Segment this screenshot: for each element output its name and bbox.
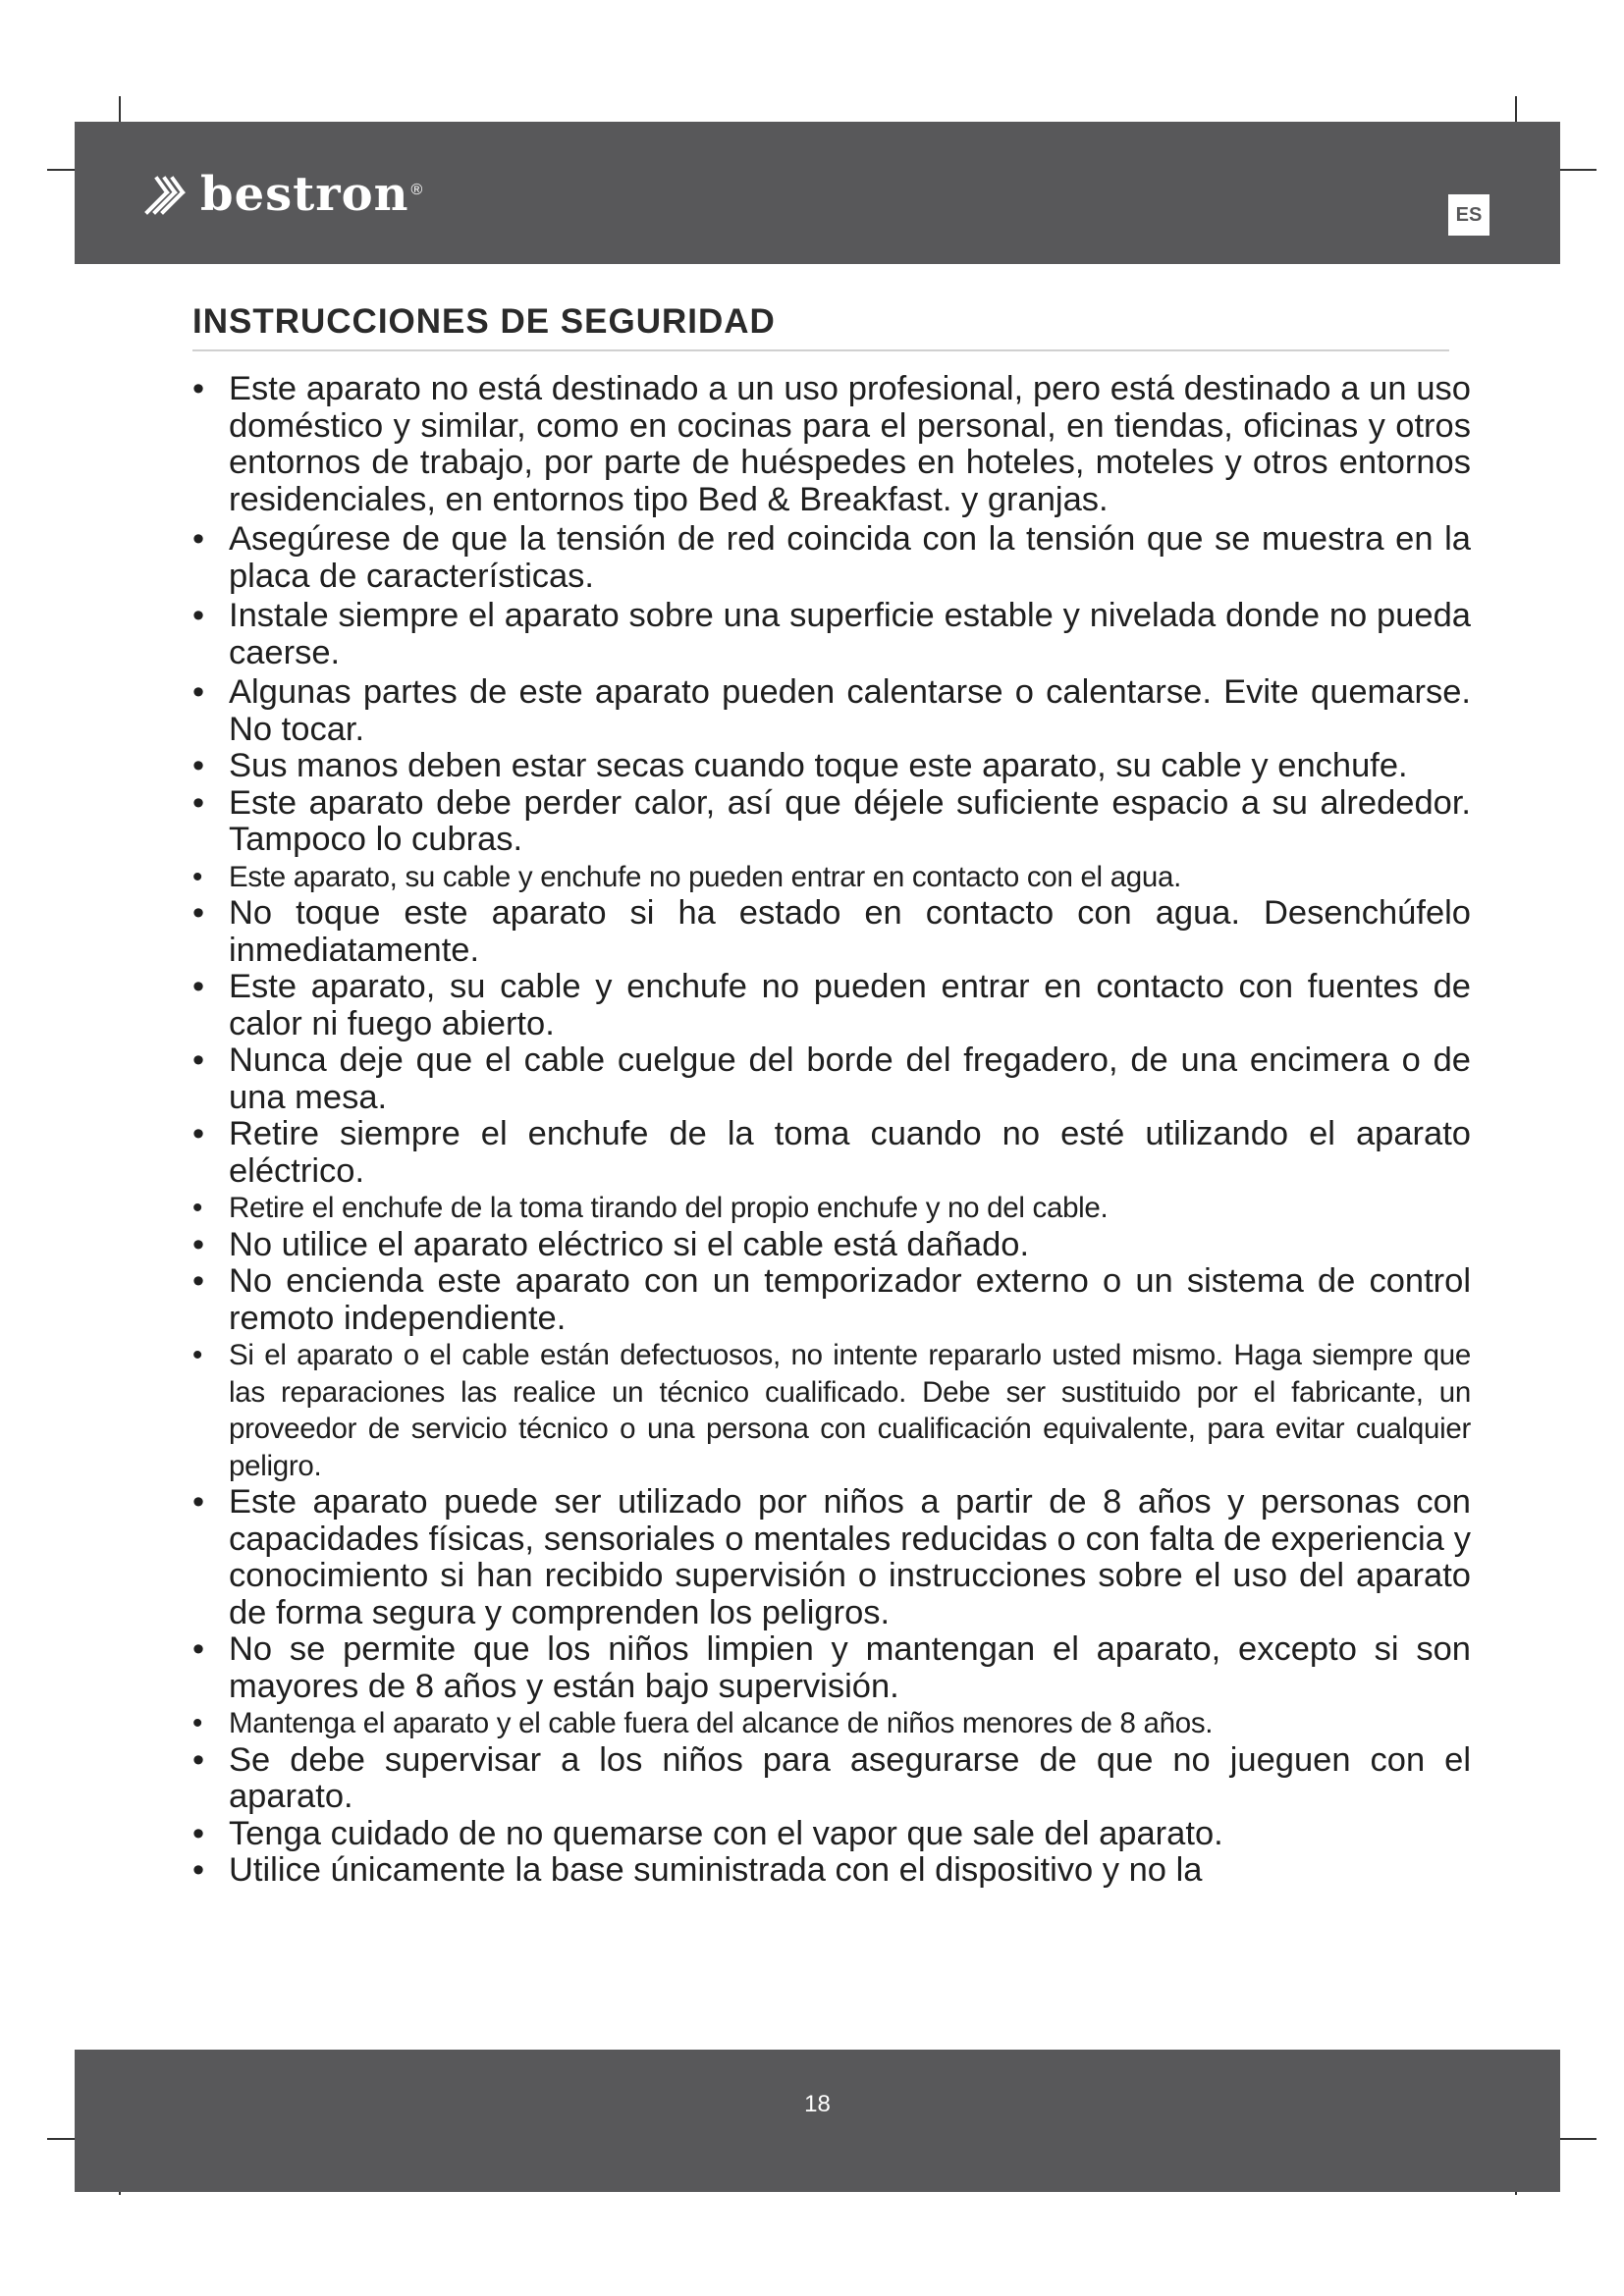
list-item: • Este aparato debe perder calor, así que déjele suficiente espacio a su alrededor. Tampoco lo cubras. [192, 785, 1471, 859]
section-title: INSTRUCCIONES DE SEGURIDAD [192, 302, 1449, 351]
list-item: • Utilice únicamente la base suministrada con el dispositivo y no la [192, 1852, 1471, 1890]
registered-mark: ® [410, 182, 423, 198]
list-item: • Este aparato puede ser utilizado por niños a partir de 8 años y personas con capacidades físicas, sensoriales o mentales reducidas o con falta de experiencia y conocimiento si han recibido supervisión o instrucciones sobre el uso del aparato de forma segura y comprenden los peligros. [192, 1484, 1471, 1631]
list-item: • Sus manos deben estar secas cuando toque este aparato, su cable y enchufe. [192, 748, 1471, 785]
list-item: • Instale siempre el aparato sobre una superficie estable y nivelada donde no pueda caerse. [192, 598, 1471, 671]
list-item: • Asegúrese de que la tensión de red coincida con la tensión que se muestra en la placa de características. [192, 521, 1471, 595]
header-bar [75, 122, 1560, 264]
list-item: • No toque este aparato si ha estado en contacto con agua. Desenchúfelo inmediatamente. [192, 895, 1471, 969]
list-item: • No encienda este aparato con un temporizador externo o un sistema de control remoto independiente. [192, 1263, 1471, 1337]
list-item: • Tenga cuidado de no quemarse con el vapor que sale del aparato. [192, 1816, 1471, 1853]
language-badge: ES [1448, 194, 1489, 236]
footer-bar [75, 2050, 1560, 2192]
list-item: • Este aparato, su cable y enchufe no pueden entrar en contacto con el agua. [192, 859, 1471, 896]
page-number: 18 [804, 2091, 831, 2117]
list-item: • Nunca deje que el cable cuelgue del borde del fregadero, de una encimera o de una mesa. [192, 1042, 1471, 1116]
list-item: • Mantenga el aparato y el cable fuera del alcance de niños menores de 8 años. [192, 1705, 1471, 1742]
chevrons-icon [143, 173, 192, 216]
list-item: • Retire el enchufe de la toma tirando del propio enchufe y no del cable. [192, 1190, 1471, 1227]
list-item: • Este aparato no está destinado a un uso profesional, pero está destinado a un uso doméstico y similar, como en cocinas para el personal, en tiendas, oficinas y otros entornos de trabajo, por parte de huéspedes en hoteles, moteles y otros entornos residenciales, en entornos tipo Bed & Breakfast. y granjas. [192, 371, 1471, 518]
list-item: • Se debe supervisar a los niños para asegurarse de que no jueguen con el aparato. [192, 1742, 1471, 1816]
list-item: • No se permite que los niños limpien y mantengan el aparato, excepto si son mayores de 8 años y están bajo supervisión. [192, 1631, 1471, 1705]
safety-instructions [192, 302, 1471, 1890]
list-item: • Si el aparato o el cable están defectuosos, no intente repararlo usted mismo. Haga siempre que las reparaciones las realice un técnico cualificado. Debe ser sustituido por el fabricante, un proveedor de servicio técnico o una persona con cualificación equivalente, para evitar cualquier peligro. [192, 1337, 1471, 1484]
list-item: • Retire siempre el enchufe de la toma cuando no esté utilizando el aparato eléctrico. [192, 1116, 1471, 1190]
list-item: • Algunas partes de este aparato pueden calentarse o calentarse. Evite quemarse. No tocar. [192, 674, 1471, 748]
list-item: • No utilice el aparato eléctrico si el cable está dañado. [192, 1227, 1471, 1264]
brand-name: bestron [200, 167, 409, 222]
instruction-list [192, 371, 1471, 1890]
brand-logo [143, 165, 422, 224]
list-item: • Este aparato, su cable y enchufe no pueden entrar en contacto con fuentes de calor ni fuego abierto. [192, 969, 1471, 1042]
